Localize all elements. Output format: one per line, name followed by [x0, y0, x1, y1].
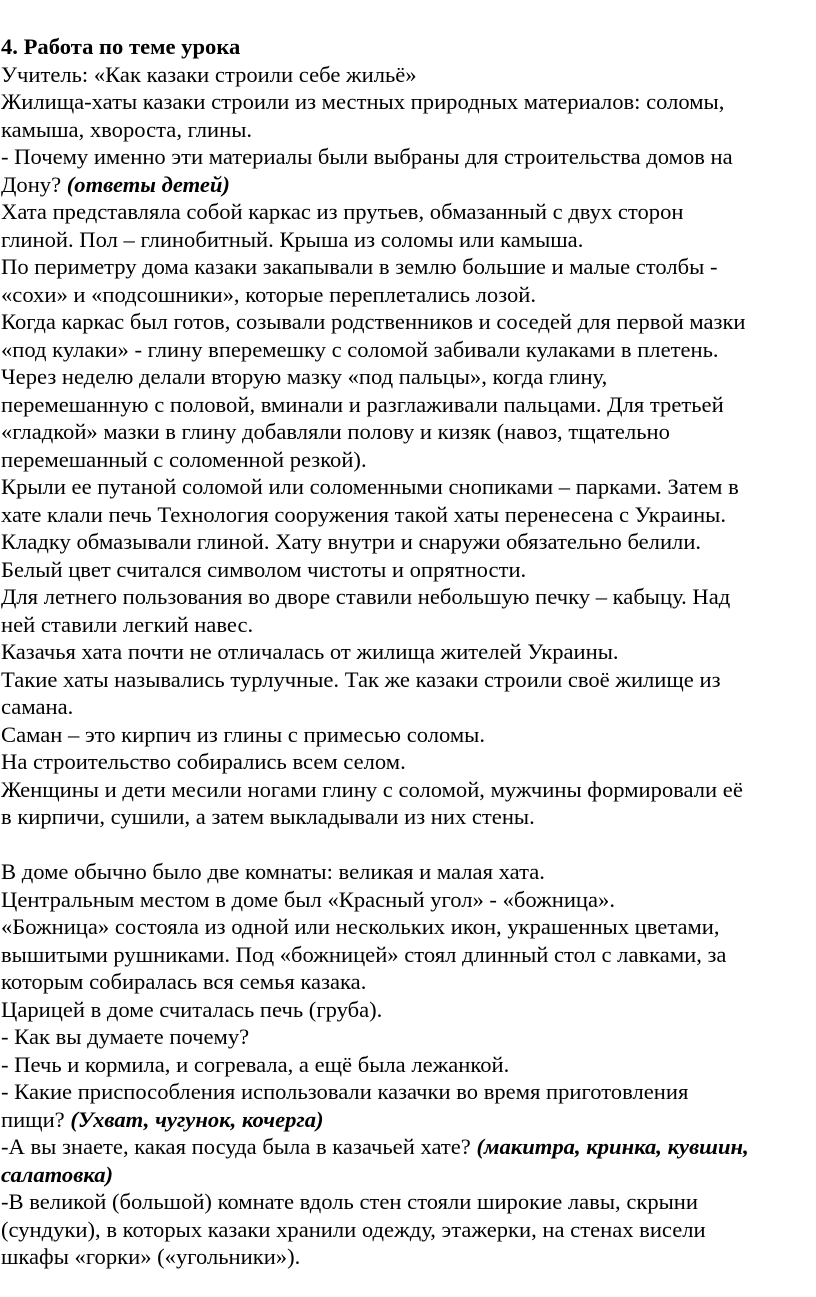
paragraph — [1, 143, 816, 198]
paragraph — [1, 776, 816, 831]
answer-hint: (ответы детей) — [66, 171, 230, 197]
paragraph — [1, 1023, 816, 1051]
text-line: - Как вы думаете почему? — [1, 1024, 250, 1049]
text-line: в кирпичи, сушили, а затем выкладывали из них стены. — [1, 804, 535, 829]
text-line: - Почему именно эти материалы были выбраны для строительства домов на — [1, 144, 733, 169]
paragraph — [1, 721, 816, 749]
text-line: Учитель: «Как казаки строили себе жильё» — [1, 61, 417, 87]
text-line: шкафы «горки» («угольники»). — [1, 1244, 301, 1269]
text-line: ней ставили легкий навес. — [1, 611, 254, 637]
paragraph — [1, 88, 816, 143]
text-line: Для летнего пользования во дворе ставили небольшую печку – кабыцу. Над — [1, 584, 731, 609]
paragraph — [1, 253, 816, 308]
paragraph — [1, 473, 816, 583]
paragraph — [1, 1051, 816, 1079]
paragraph — [1, 996, 816, 1024]
paragraph — [1, 583, 816, 638]
plain-text: пищи? — [1, 1106, 71, 1132]
text-line: которым собиралась вся семья казака. — [1, 969, 367, 994]
text-line: Женщины и дети месили ногами глину с соломой, мужчины формировали её — [1, 776, 743, 802]
text-line-mixed — [1, 1133, 816, 1161]
text-line: В доме обычно было две комнаты: великая и малая хата. — [1, 859, 545, 884]
text-line: - Печь и кормила, и согревала, а ещё была лежанкой. — [1, 1051, 510, 1077]
text-line: глиной. Пол – глинобитный. Крыша из соломы или камыша. — [1, 226, 584, 252]
text-line-mixed — [1, 1106, 816, 1134]
text-line: самана. — [1, 694, 74, 719]
paragraph — [1, 913, 816, 996]
answer-hint: (макитра, кринка, кувшин, — [476, 1134, 749, 1159]
plain-text: Дону? — [1, 171, 67, 197]
answer-hint: (Ухват, чугунок, кочерга) — [70, 1106, 324, 1132]
text-line: перемешанную с половой, вминали и разглаживали пальцами. Для третьей — [1, 391, 724, 417]
paragraph — [1, 1188, 816, 1271]
answer-hint-continued: салатовка) — [1, 1161, 114, 1187]
text-line: Хата представляла собой каркас из прутьев, обмазанный с двух сторон — [1, 199, 684, 224]
text-line: Царицей в доме считалась печь (груба). — [1, 996, 383, 1022]
text-line: Крыли ее путаной соломой или соломенными снопиками – парками. Затем в — [1, 474, 739, 499]
text-line: Казачья хата почти не отличалась от жилища жителей Украины. — [1, 639, 619, 664]
text-line: Когда каркас был готов, созывали родственников и соседей для первой мазки — [1, 309, 746, 334]
blank-line — [1, 831, 816, 859]
text-line: Через неделю делали вторую мазку «под пальцы», когда глину, — [1, 364, 608, 389]
paragraph — [1, 886, 816, 914]
text-line: (сундуки), в которых казаки хранили одежду, этажерки, на стенах висели — [1, 1216, 706, 1242]
text-line-mixed — [1, 171, 816, 199]
section-heading: 4. Работа по теме урока — [1, 34, 241, 59]
text-line: -В великой (большой) комнате вдоль стен стояли широкие лавы, скрыни — [1, 1189, 698, 1214]
text-line: - Какие приспособления использовали казачки во время приготовления — [1, 1079, 689, 1104]
text-line: По периметру дома казаки закапывали в землю большие и малые столбы - — [1, 254, 718, 279]
text-line: Кладку обмазывали глиной. Хату внутри и снаружи обязательно белили. — [1, 529, 702, 554]
text-line: вышитыми рушниками. Под «божницей» стоял длинный стол с лавками, за — [1, 941, 727, 967]
paragraph — [1, 858, 816, 886]
text-line: Белый цвет считался символом чистоты и опрятности. — [1, 556, 527, 582]
text-line: Такие хаты назывались турлучные. Так же казаки строили своё жилище из — [1, 666, 721, 692]
text-line: перемешанный с соломенной резкой). — [1, 446, 367, 472]
text-line: Жилища-хаты казаки строили из местных природных материалов: соломы, — [1, 89, 725, 114]
text-line: «сохи» и «подсошники», которые переплетались лозой. — [1, 281, 537, 307]
paragraph — [1, 638, 816, 666]
paragraph — [1, 61, 816, 89]
paragraph — [1, 1078, 816, 1133]
text-line: «под кулаки» - глину вперемешку с соломой забивали кулаками в плетень. — [1, 336, 719, 362]
paragraph — [1, 1133, 816, 1188]
plain-text: -А вы знаете, какая посуда была в казачьей хате? — [1, 1134, 477, 1159]
paragraph — [1, 748, 816, 776]
text-line: хате клали печь Технология сооружения такой хаты перенесена с Украины. — [1, 501, 726, 527]
document-page — [0, 33, 816, 1271]
text-line: «гладкой» мазки в глину добавляли полову и кизяк (навоз, тщательно — [1, 419, 670, 444]
paragraph — [1, 308, 816, 473]
document-body — [1, 61, 816, 1271]
paragraph — [1, 666, 816, 721]
text-line: Саман – это кирпич из глины с примесью соломы. — [1, 721, 485, 747]
text-line: камыша, хвороста, глины. — [1, 116, 253, 142]
paragraph — [1, 198, 816, 253]
text-line: На строительство собирались всем селом. — [1, 749, 406, 774]
text-line: «Божница» состояла из одной или нескольких икон, украшенных цветами, — [1, 914, 720, 939]
text-line: Центральным местом в доме был «Красный угол» - «божница». — [1, 886, 615, 912]
